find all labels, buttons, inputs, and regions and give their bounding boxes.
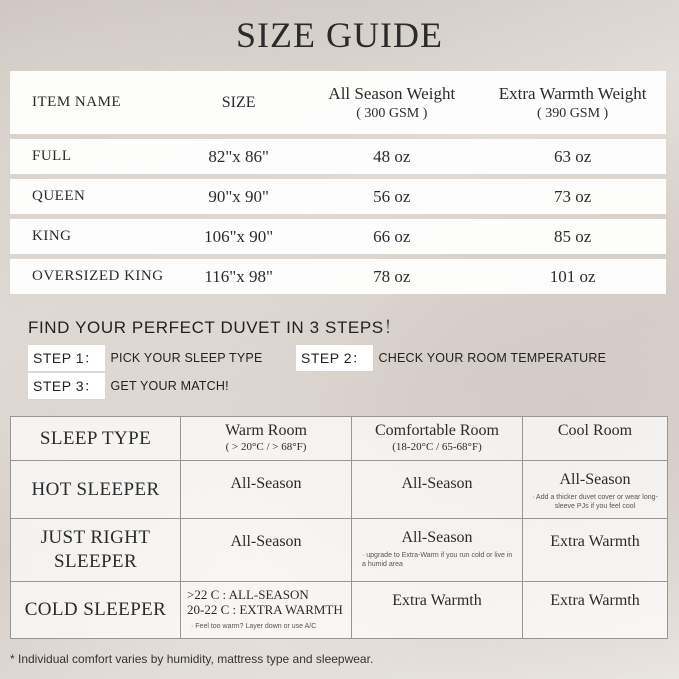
cold-comfortable-value: Extra Warmth xyxy=(392,592,482,609)
page-title: SIZE GUIDE xyxy=(236,15,443,55)
step-3 xyxy=(28,373,229,399)
size-table-header xyxy=(10,71,666,134)
cold-warm-line-2: 20-22 C : EXTRA WARMTH xyxy=(187,601,343,617)
step-2 xyxy=(296,345,606,371)
row-size: 106"x 90" xyxy=(204,226,274,246)
cold-cool-cell xyxy=(523,582,668,639)
cold-comfortable-cell xyxy=(352,582,523,639)
step-1-badge: STEP 1： xyxy=(28,345,105,371)
row-item: QUEEN xyxy=(32,188,86,204)
sleep-match-table xyxy=(10,416,668,639)
row-all-season: 56 oz xyxy=(373,186,411,206)
hot-cool-note: · Add a thicker duvet cover or wear long-sleeve PJs if you feel cool xyxy=(532,494,658,511)
header-comfortable-room xyxy=(352,417,523,461)
comfortable-room-range: (18-20°C / 65-68°F) xyxy=(392,441,482,453)
step-2-text: CHECK YOUR ROOM TEMPERATURE xyxy=(378,351,607,365)
table-row xyxy=(11,519,668,582)
step-3-badge: STEP 3： xyxy=(28,373,105,399)
row-label-just-right-sleeper: JUST RIGHT SLEEPER xyxy=(11,519,181,582)
step-3-text: GET YOUR MATCH! xyxy=(110,379,229,393)
hot-cool-value: All-Season xyxy=(559,471,631,488)
cold-warm-cell xyxy=(181,582,352,639)
cold-warm-line-1: >22 C : ALL-SEASON xyxy=(187,587,309,602)
header-all-season-label: All Season Weight xyxy=(328,83,456,103)
row-all-season: 78 oz xyxy=(373,266,411,286)
cool-room-label: Cool Room xyxy=(557,422,633,439)
hot-warm-cell xyxy=(181,461,352,519)
header-warm-room xyxy=(181,417,352,461)
header-extra-warmth-gsm: ( 390 GSM ) xyxy=(537,105,609,121)
just-right-warm-cell xyxy=(181,519,352,582)
hot-cool-cell xyxy=(523,461,668,519)
header-extra-warmth-label: Extra Warmth Weight xyxy=(498,83,647,103)
table-row xyxy=(11,582,668,639)
table-row xyxy=(10,259,666,294)
just-right-comfortable-value: All-Season xyxy=(401,529,473,546)
steps-title: FIND YOUR PERFECT DUVET IN 3 STEPS！ xyxy=(28,318,402,337)
footnote: * Individual comfort varies by humidity, mattress type and sleepwear. xyxy=(10,652,374,666)
row-extra-warmth: 101 oz xyxy=(549,266,596,286)
row-extra-warmth: 73 oz xyxy=(553,186,592,206)
just-right-cool-value: Extra Warmth xyxy=(550,533,640,550)
row-label-cold-sleeper: COLD SLEEPER xyxy=(11,582,181,639)
row-all-season: 66 oz xyxy=(373,226,411,246)
header-size: SIZE xyxy=(221,93,256,111)
step-1-text: PICK YOUR SLEEP TYPE xyxy=(110,351,263,365)
row-size: 116"x 98" xyxy=(204,266,273,286)
row-extra-warmth: 85 oz xyxy=(553,226,592,246)
just-right-warm-value: All-Season xyxy=(230,533,302,550)
table-row xyxy=(10,179,666,214)
cold-cool-value: Extra Warmth xyxy=(550,592,640,609)
size-table xyxy=(10,71,666,299)
table-row xyxy=(10,219,666,254)
header-all-season xyxy=(304,84,479,122)
header-extra-warmth xyxy=(479,84,666,122)
hot-comfortable-value: All-Season xyxy=(401,475,473,492)
table-row xyxy=(10,139,666,174)
header-item-name: ITEM NAME xyxy=(32,94,122,110)
row-extra-warmth: 63 oz xyxy=(553,146,592,166)
row-item: FULL xyxy=(32,148,72,164)
match-header-row xyxy=(11,417,668,461)
row-label-hot-sleeper: HOT SLEEPER xyxy=(11,461,181,519)
hot-comfortable-cell xyxy=(352,461,523,519)
warm-room-label: Warm Room xyxy=(225,422,307,439)
hot-warm-value: All-Season xyxy=(230,475,302,492)
header-all-season-gsm: ( 300 GSM ) xyxy=(356,105,428,121)
table-row xyxy=(11,461,668,519)
step-2-badge: STEP 2： xyxy=(296,345,373,371)
row-size: 82"x 86" xyxy=(208,146,269,166)
header-sleep-type: SLEEP TYPE xyxy=(11,417,181,461)
warm-room-range: ( > 20°C / > 68°F) xyxy=(225,441,307,453)
step-1 xyxy=(28,345,262,371)
header-cool-room xyxy=(523,417,668,461)
row-item: OVERSIZED KING xyxy=(32,268,164,284)
row-size: 90"x 90" xyxy=(208,186,269,206)
just-right-cool-cell xyxy=(523,519,668,582)
row-all-season: 48 oz xyxy=(373,146,411,166)
row-item: KING xyxy=(32,228,72,244)
just-right-comfortable-cell xyxy=(352,519,523,582)
cold-warm-note: · Feel too warm? Layer down or use A/C xyxy=(191,623,317,631)
comfortable-room-label: Comfortable Room xyxy=(375,422,499,439)
just-right-comfortable-note: · upgrade to Extra-Warm if you run cold or live in a humid area xyxy=(362,552,513,569)
